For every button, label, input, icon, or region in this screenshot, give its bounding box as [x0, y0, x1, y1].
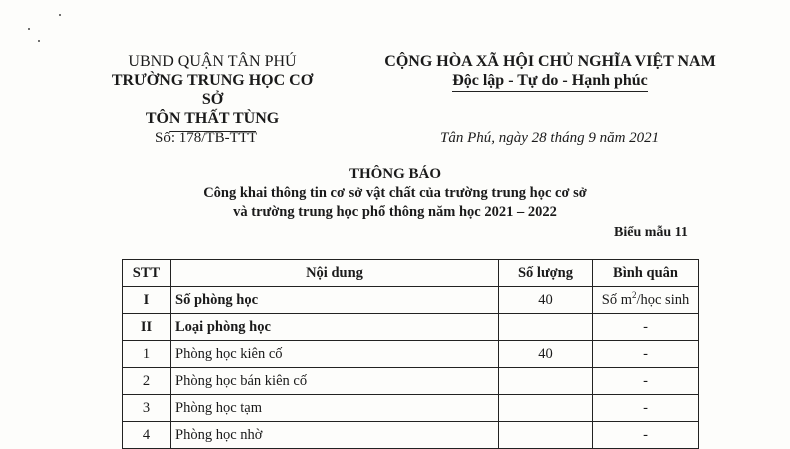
row-content: Loại phòng học	[171, 314, 499, 341]
form-label: Biểu mẫu 11	[614, 225, 688, 240]
scan-speck	[59, 14, 61, 16]
scan-speck	[38, 40, 40, 42]
row-quantity	[499, 314, 593, 341]
row-stt: I	[123, 287, 171, 314]
row-content: Số phòng học	[171, 287, 499, 314]
row-average: -	[593, 341, 699, 368]
table-row	[123, 395, 699, 422]
row-average: -	[593, 395, 699, 422]
row-average	[593, 287, 699, 314]
row-average: -	[593, 368, 699, 395]
row-quantity: 40	[499, 287, 593, 314]
avg-suffix: /học sinh	[636, 291, 690, 308]
national-header	[370, 52, 730, 92]
row-content: Phòng học kiên cố	[171, 341, 499, 368]
header-average: Bình quân	[593, 260, 699, 287]
avg-prefix: Số m	[601, 291, 632, 308]
row-quantity: 40	[499, 341, 593, 368]
table-row	[123, 422, 699, 449]
issuer-school-type: TRƯỜNG TRUNG HỌC CƠ SỞ	[111, 72, 314, 108]
document-date: Tân Phú, ngày 28 tháng 9 năm 2021	[440, 130, 660, 146]
table-header-row	[123, 260, 699, 287]
table-row	[123, 368, 699, 395]
document-number: Số: 178/TB-TTT	[155, 130, 258, 146]
avg-superscript: 2	[631, 289, 637, 300]
row-average: -	[593, 422, 699, 449]
row-stt: 3	[123, 395, 171, 422]
national-title: CỘNG HÒA XÃ HỘI CHỦ NGHĨA VIỆT NAM	[384, 53, 716, 70]
header-quantity: Số lượng	[499, 260, 593, 287]
issuer-school-name: TÔN THẤT TÙNG	[145, 110, 280, 127]
notice-subtitle-line2: và trường trung học phổ thông năm học 2021 – 2022	[233, 204, 557, 220]
row-stt: 4	[123, 422, 171, 449]
row-quantity	[499, 422, 593, 449]
notice-block	[95, 165, 695, 222]
row-stt: 1	[123, 341, 171, 368]
table-row	[123, 341, 699, 368]
issuer-header	[100, 52, 325, 132]
national-motto: Độc lập - Tự do - Hạnh phúc	[452, 71, 648, 92]
scan-speck	[28, 28, 30, 30]
issuer-district: UBND QUẬN TÂN PHÚ	[128, 53, 297, 70]
row-content: Phòng học bán kiên cố	[171, 368, 499, 395]
notice-subtitle-line1: Công khai thông tin cơ sở vật chất của trường trung học cơ sở	[203, 185, 587, 201]
table-row	[123, 314, 699, 341]
row-content: Phòng học tạm	[171, 395, 499, 422]
row-average: -	[593, 314, 699, 341]
row-stt: II	[123, 314, 171, 341]
facility-table	[122, 259, 699, 449]
row-quantity	[499, 395, 593, 422]
row-content: Phòng học nhờ	[171, 422, 499, 449]
row-stt: 2	[123, 368, 171, 395]
header-stt: STT	[123, 260, 171, 287]
notice-title: THÔNG BÁO	[348, 166, 442, 182]
table-row	[123, 287, 699, 314]
row-quantity	[499, 368, 593, 395]
header-content: Nội dung	[171, 260, 499, 287]
